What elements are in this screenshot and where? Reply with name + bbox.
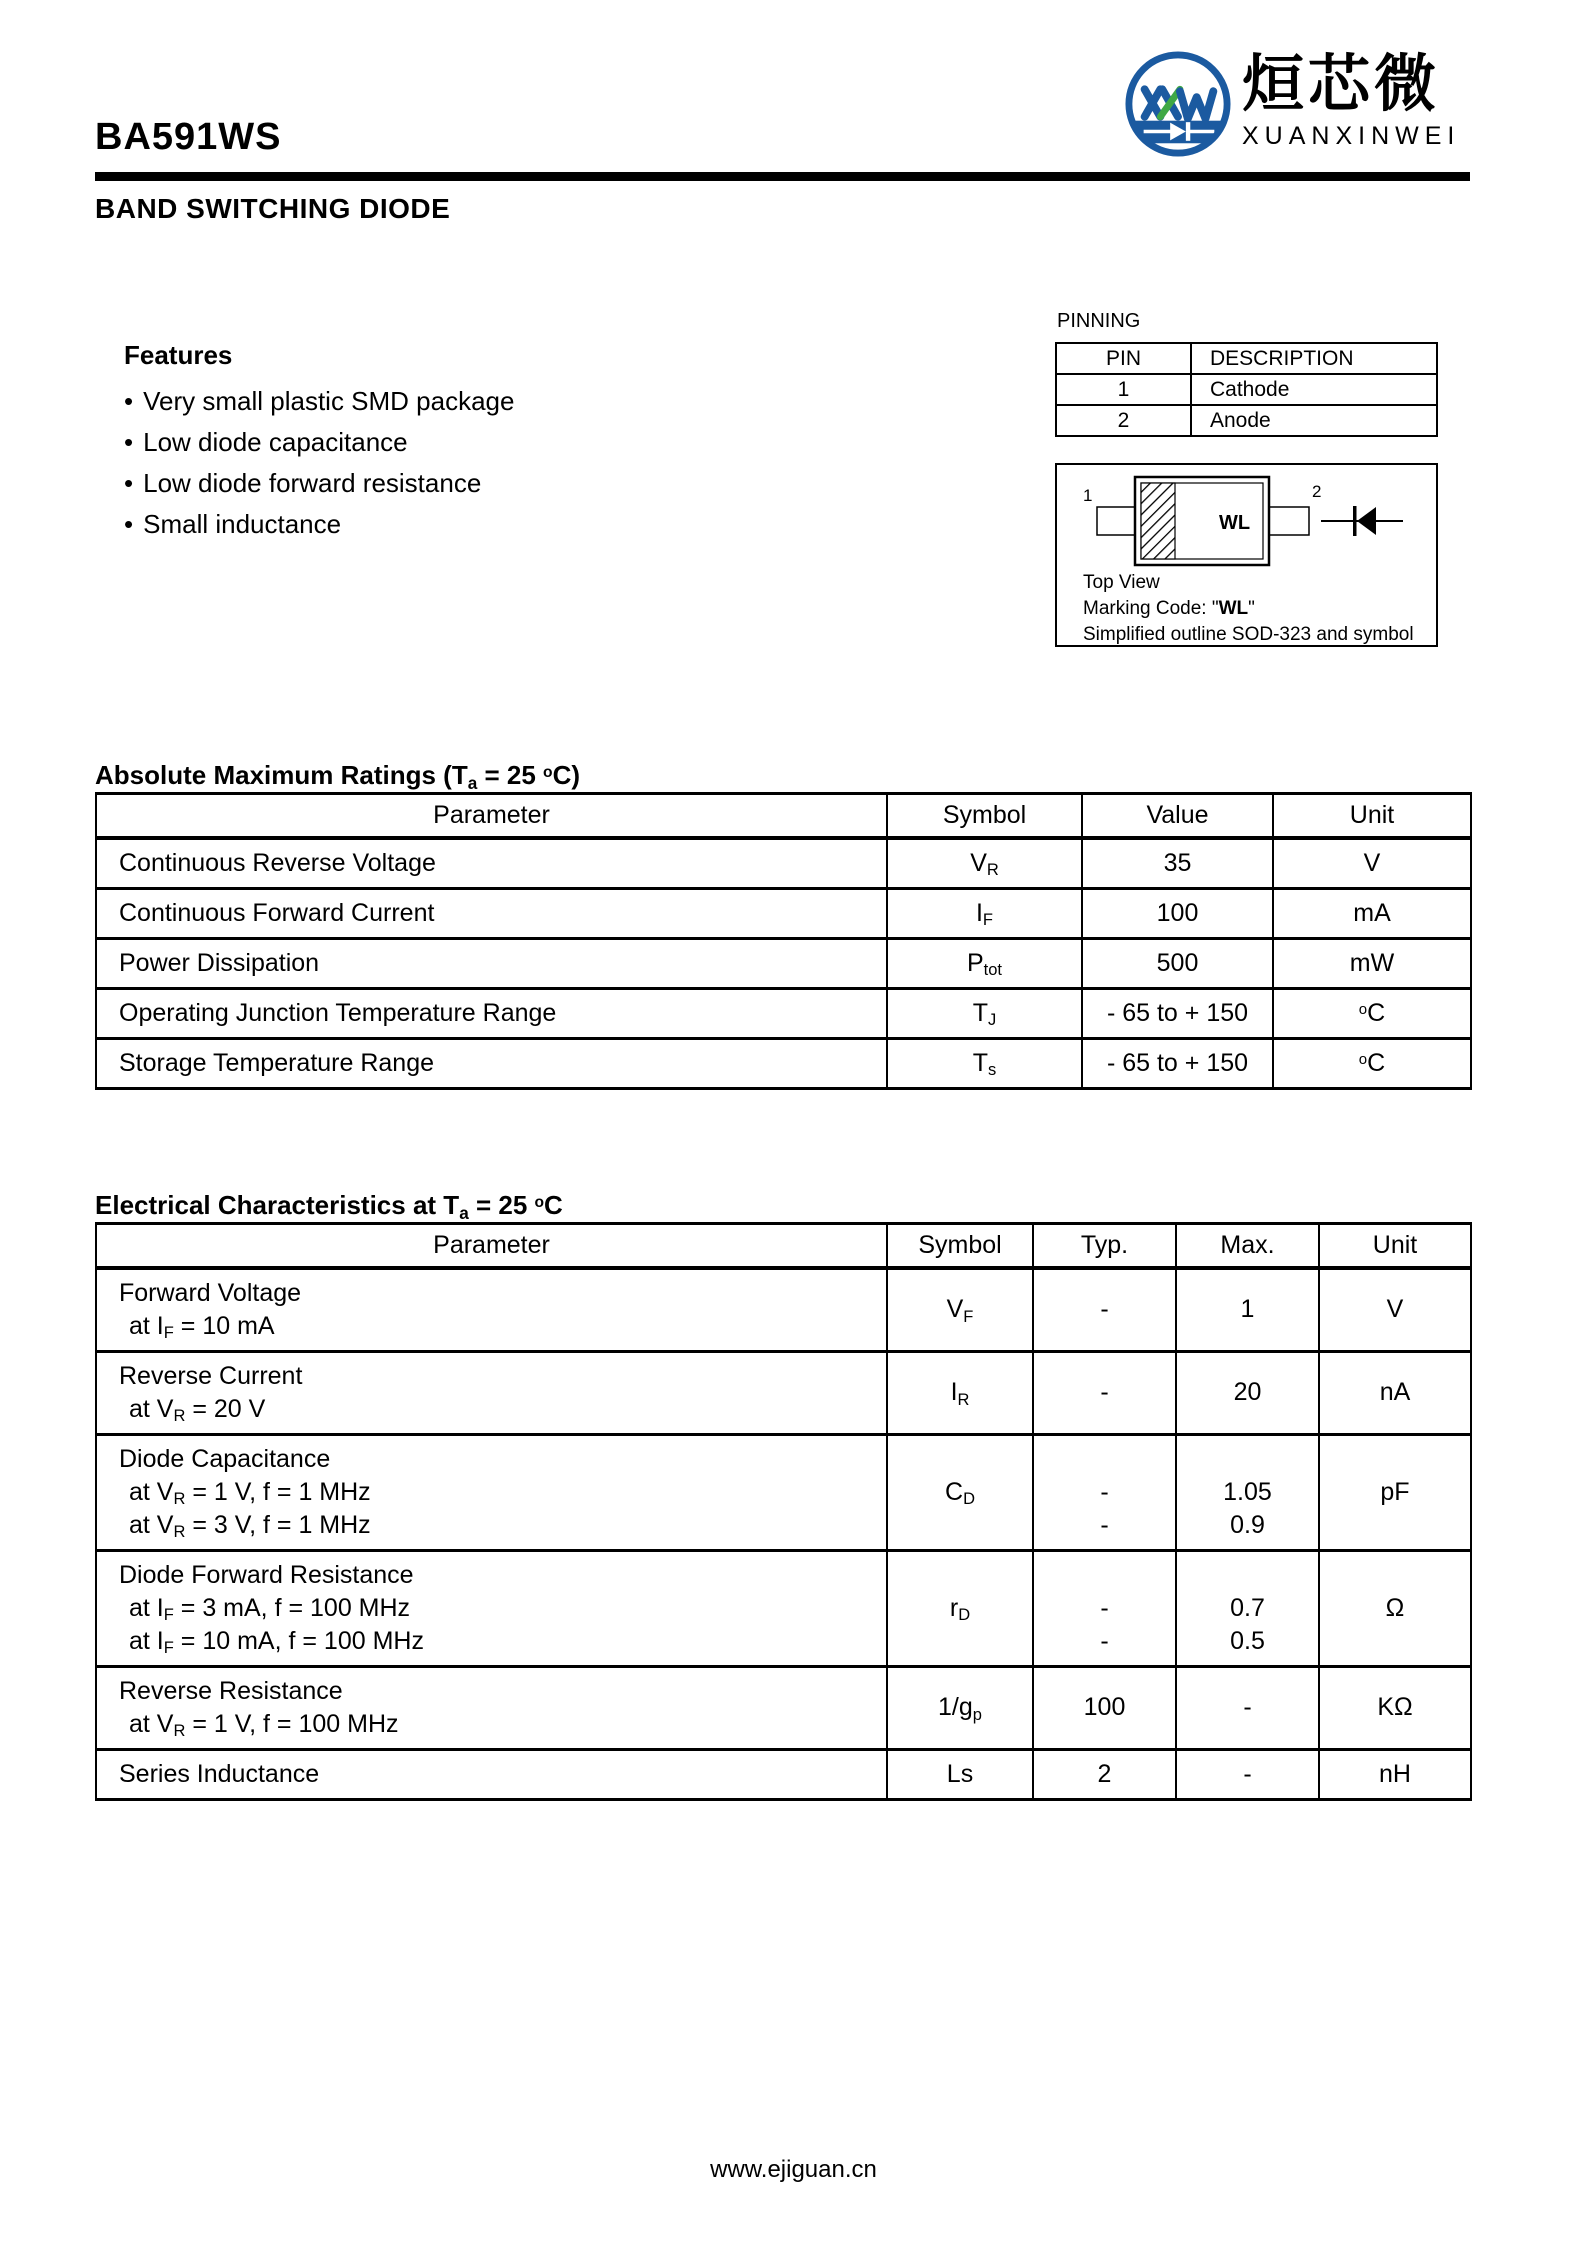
pin-description: Cathode: [1191, 374, 1437, 405]
pin-number: 2: [1056, 405, 1191, 436]
parameter-cell: Operating Junction Temperature Range: [96, 988, 887, 1038]
symbol-cell: $V_F$: [887, 1268, 1033, 1352]
unit-cell: $^o$C: [1273, 988, 1471, 1038]
package-caption-line: Top View: [1083, 572, 1160, 593]
typ-cell: -: [1033, 1351, 1176, 1434]
cathode-band: [1141, 483, 1175, 559]
features-list: [124, 381, 514, 545]
symbol-cell: $I_F$: [887, 888, 1082, 938]
parameter-cell: Diode Forward Resistance at $I_F = 3$ mA, f = 100 MHz at $I_F = 10$ mA, f = 100 MHz: [96, 1550, 887, 1666]
symbol-cell: $T_J$: [887, 988, 1082, 1038]
doc-title: BAND SWITCHING DIODE: [95, 193, 451, 224]
col-symbol: Symbol: [887, 794, 1082, 838]
pinning-table: [1055, 342, 1438, 437]
unit-cell: nA: [1319, 1351, 1471, 1434]
amr-table: [95, 792, 1472, 1090]
parameter-cell: Continuous Forward Current: [96, 888, 887, 938]
symbol-cell: Ls: [887, 1749, 1033, 1799]
brand-name-cn: 烜芯微: [1242, 50, 1441, 119]
value-cell: 35: [1082, 838, 1273, 889]
table-row: [96, 1434, 1471, 1550]
unit-cell: V: [1273, 838, 1471, 889]
col-max: Max.: [1176, 1224, 1319, 1268]
pinning-row: [1056, 374, 1437, 405]
col-unit: Unit: [1319, 1224, 1471, 1268]
max-cell: 1: [1176, 1268, 1319, 1352]
footer-url: www.ejiguan.cn: [710, 2156, 877, 2183]
part-number: BA591WS: [95, 116, 282, 158]
col-parameter: Parameter: [96, 794, 887, 838]
brand-mark-icon: [1124, 50, 1232, 158]
value-cell: 500: [1082, 938, 1273, 988]
pin1-label: 1: [1083, 486, 1093, 505]
table-row: [96, 1268, 1471, 1352]
ec-header-row: [96, 1224, 1471, 1268]
unit-cell: mW: [1273, 938, 1471, 988]
symbol-cell: $T_s$: [887, 1038, 1082, 1088]
lead-1: [1097, 507, 1137, 535]
col-symbol: Symbol: [887, 1224, 1033, 1268]
col-value: Value: [1082, 794, 1273, 838]
package-caption-line: Marking Code: "WL": [1083, 598, 1255, 619]
table-row: [96, 1038, 1471, 1088]
ec-section-title: Electrical Characteristics at $T_a = 25$ $^o$C: [95, 1190, 563, 1223]
value-cell: - 65 to + 150: [1082, 1038, 1273, 1088]
pin2-label: 2: [1312, 482, 1322, 501]
table-row: [96, 838, 1471, 889]
unit-cell: V: [1319, 1268, 1471, 1352]
feature-item: • Low diode forward resistance: [124, 463, 514, 504]
table-row: [96, 988, 1471, 1038]
parameter-cell: Reverse Resistance at $V_R = 1$ V, f = 100 MHz: [96, 1666, 887, 1749]
amr-section-title: Absolute Maximum Ratings ($T_a = 25$ $^o$C): [95, 760, 580, 793]
unit-cell: nH: [1319, 1749, 1471, 1799]
table-row: [96, 888, 1471, 938]
pinning-row: [1056, 405, 1437, 436]
parameter-cell: Storage Temperature Range: [96, 1038, 887, 1088]
value-cell: 100: [1082, 888, 1273, 938]
symbol-cell: $C_D$: [887, 1434, 1033, 1550]
pin-number: 1: [1056, 374, 1191, 405]
lead-2: [1269, 507, 1309, 535]
features-section: [124, 340, 514, 545]
pin-header: PIN: [1056, 343, 1191, 374]
package-outline-box: [1055, 463, 1438, 647]
ec-table: [95, 1222, 1472, 1801]
pin-description: Anode: [1191, 405, 1437, 436]
value-cell: - 65 to + 150: [1082, 988, 1273, 1038]
max-cell: 20: [1176, 1351, 1319, 1434]
typ-cell: 2: [1033, 1749, 1176, 1799]
unit-cell: mA: [1273, 888, 1471, 938]
package-drawing: [1069, 473, 1412, 569]
table-row: [96, 1749, 1471, 1799]
parameter-cell: Power Dissipation: [96, 938, 887, 988]
col-unit: Unit: [1273, 794, 1471, 838]
typ-cell: -: [1033, 1268, 1176, 1352]
brand-name-en: XUANXINWEI: [1242, 122, 1461, 150]
table-row: [96, 1666, 1471, 1749]
max-cell: 1.05 0.9: [1176, 1434, 1319, 1550]
col-parameter: Parameter: [96, 1224, 887, 1268]
feature-item: • Small inductance: [124, 504, 514, 545]
typ-cell: - -: [1033, 1550, 1176, 1666]
diode-symbol-icon: [1321, 506, 1403, 536]
parameter-cell: Reverse Current at $V_R = 20$ V: [96, 1351, 887, 1434]
symbol-cell: $1/g_p$: [887, 1666, 1033, 1749]
brand-text: [1242, 50, 1460, 150]
feature-item: • Low diode capacitance: [124, 422, 514, 463]
unit-cell: Ω: [1319, 1550, 1471, 1666]
symbol-cell: $P_{tot}$: [887, 938, 1082, 988]
pinning-header-row: [1056, 343, 1437, 374]
amr-header-row: [96, 794, 1471, 838]
package-caption-line: Simplified outline SOD-323 and symbol: [1083, 624, 1414, 645]
feature-item: • Very small plastic SMD package: [124, 381, 514, 422]
typ-cell: 100: [1033, 1666, 1176, 1749]
unit-cell: KΩ: [1319, 1666, 1471, 1749]
symbol-cell: $V_R$: [887, 838, 1082, 889]
max-cell: 0.7 0.5: [1176, 1550, 1319, 1666]
parameter-cell: Continuous Reverse Voltage: [96, 838, 887, 889]
col-typ: Typ.: [1033, 1224, 1176, 1268]
parameter-cell: Diode Capacitance at $V_R = 1$ V, f = 1 MHz at $V_R = 3$ V, f = 1 MHz: [96, 1434, 887, 1550]
unit-cell: pF: [1319, 1434, 1471, 1550]
table-row: [96, 1550, 1471, 1666]
parameter-cell: Forward Voltage at $I_F = 10$ mA: [96, 1268, 887, 1352]
description-header: DESCRIPTION: [1191, 343, 1437, 374]
typ-cell: - -: [1033, 1434, 1176, 1550]
brand-logo: [1124, 50, 1460, 158]
symbol-cell: $r_D$: [887, 1550, 1033, 1666]
table-row: [96, 1351, 1471, 1434]
table-row: [96, 938, 1471, 988]
max-cell: -: [1176, 1666, 1319, 1749]
header-rule: [95, 172, 1470, 181]
unit-cell: $^o$C: [1273, 1038, 1471, 1088]
pinning-title: PINNING: [1057, 310, 1141, 332]
max-cell: -: [1176, 1749, 1319, 1799]
parameter-cell: Series Inductance: [96, 1749, 887, 1799]
symbol-cell: $I_R$: [887, 1351, 1033, 1434]
marking-code-label: WL: [1219, 512, 1251, 534]
features-title: Features: [124, 340, 233, 370]
